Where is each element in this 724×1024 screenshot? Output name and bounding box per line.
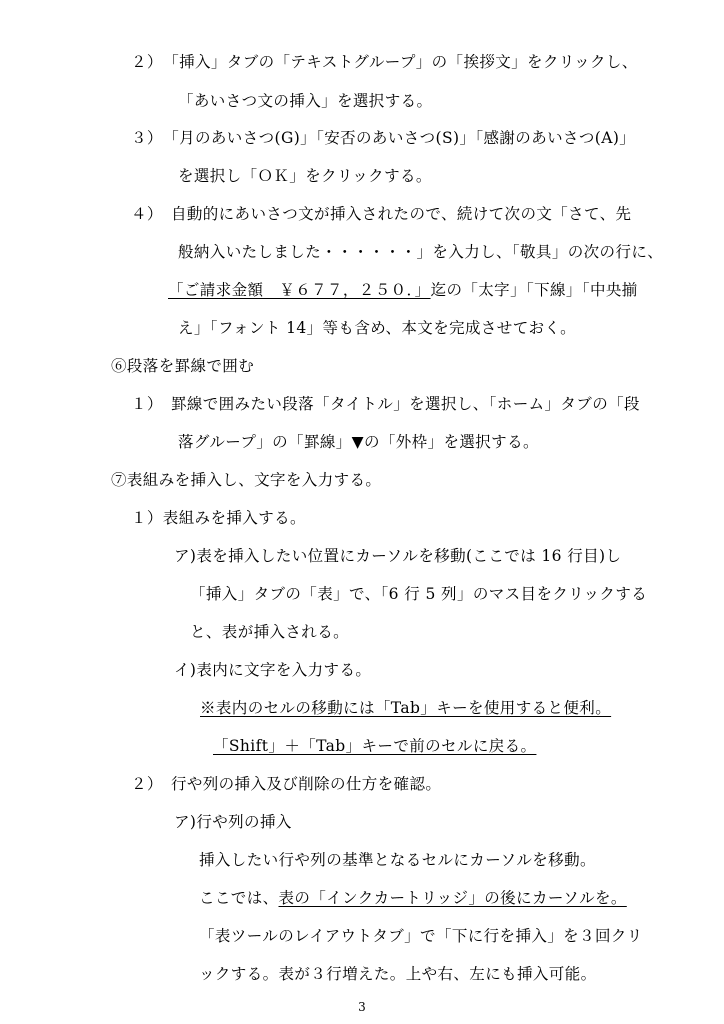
section-7-step-1: １）表組みを挿入する。: [131, 509, 306, 527]
section-7-heading: ⑦表組みを挿入し、文字を入力する。: [111, 471, 382, 489]
page-number: 3: [358, 1000, 366, 1014]
step-i-line-1: イ)表内に文字を入力する。: [174, 661, 372, 679]
shift-tab-note: 「Shift」＋「Tab」キーで前のセルに戻る。: [213, 737, 537, 755]
step-a2-line-4: ックする。表が３行増えた。上や右、左にも挿入可能。: [199, 965, 597, 983]
step-a2-line-3: 「表ツールのレイアウトタブ」で「下に行を挿入」を３回クリ: [199, 927, 643, 945]
step-4-line-1: ４） 自動的にあいさつ文が挿入されたので、続けて次の文「さて、先: [131, 205, 632, 223]
step-a-line-3: と、表が挿入される。: [190, 623, 350, 641]
step-3-line-1: ３） 「月のあいさつ(G)」「安否のあいさつ(S)」「感謝のあいさつ(A)」: [131, 129, 636, 147]
section-6-step-1-line-2: 落グループ」の「罫線」▼の「外枠」を選択する。: [178, 433, 539, 451]
step-a2-line-1: 挿入したい行や列の基準となるセルにカーソルを移動。: [199, 851, 596, 869]
step-a2-heading: ア)行や列の挿入: [174, 813, 292, 831]
step-2-line-2: 「あいさつ文の挿入」を選択する。: [178, 92, 433, 110]
cartridge-note: 表の「インクカートリッジ」の後にカーソルを。: [278, 889, 627, 907]
step-a-line-2: 「挿入」タブの「表」で、「6 行 5 列」のマス目をクリックする: [190, 585, 648, 603]
step-4-line-4: え」「フォント 14」等も含め、本文を完成させておく。: [178, 319, 576, 337]
section-7-step-2: ２） 行や列の挿入及び削除の仕方を確認。: [131, 775, 442, 793]
step-a2-line-2-prefix: ここでは、: [199, 889, 279, 907]
invoice-amount-text: 「ご請求金額 ￥６７７，２５０．」: [168, 281, 431, 299]
step-a-line-1: ア)表を挿入したい位置にカーソルを移動(ここでは 16 行目)し: [174, 547, 622, 565]
step-2-line-1: ２） 「挿入」タブの「テキストグループ」の「挨拶文」をクリックし、: [131, 53, 638, 71]
step-3-line-2: を選択し「ＯＫ」をクリックする。: [178, 167, 432, 185]
section-6-heading: ⑥段落を罫線で囲む: [111, 357, 255, 375]
step-a2-line-2: [199, 888, 627, 908]
step-4-line-2: 般納入いたしました・・・・・・」を入力し、「敬具」の次の行に、: [178, 243, 664, 261]
tab-key-note: ※表内のセルの移動には「Tab」キーを使用すると便利。: [200, 699, 612, 717]
section-6-step-1-line-1: １） 罫線で囲みたい段落「タイトル」を選択し、「ホーム」タブの「段: [131, 395, 640, 413]
step-4-line-3: [168, 280, 638, 300]
step-4-line-3-rest: 迄の「太字」「下線」「中央揃: [430, 281, 638, 299]
